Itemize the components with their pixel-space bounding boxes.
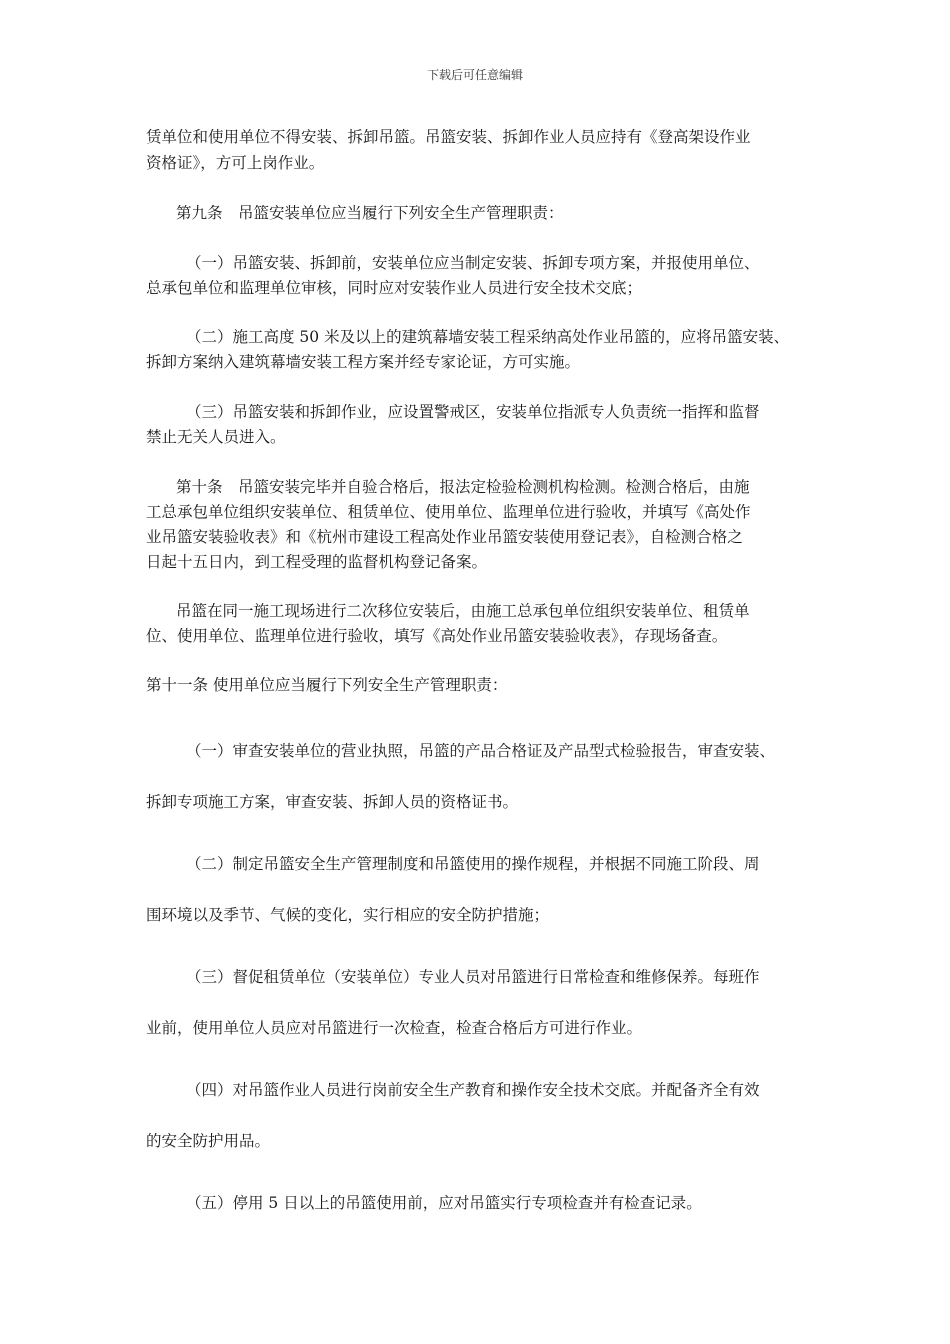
text-line: （四）对吊篮作业人员进行岗前安全生产教育和操作安全技术交底。并配备齐全有效 — [186, 1081, 760, 1099]
page-header: 下载后可任意编辑 — [426, 68, 523, 82]
article-heading: 第十一条 使用单位应当履行下列安全生产管理职责： — [146, 676, 508, 694]
text-line: （五）停用 5 日以上的吊篮使用前，应对吊篮实行专项检查并有检查记录。 — [186, 1194, 702, 1212]
text-line: 日起十五日内，到工程受理的监督机构登记备案。 — [146, 553, 488, 571]
text-line: （三）督促租赁单位（安装单位）专业人员对吊篮进行日常检查和维修保养。每班作 — [186, 968, 760, 986]
article-heading: 第十条 吊篮安装完毕并自验合格后，报法定检验检测机构检测。检测合格后，由施 — [176, 478, 750, 496]
text-line: 拆卸方案纳入建筑幕墙安装工程方案并经专家论证，方可实施。 — [146, 353, 581, 371]
text-line: （一）吊篮安装、拆卸前，安装单位应当制定安装、拆卸专项方案，并报使用单位、 — [186, 254, 760, 272]
text-line: 赁单位和使用单位不得安装、拆卸吊篮。吊篮安装、拆卸作业人员应持有《登高架设作业 — [146, 128, 751, 146]
text-line: 吊篮在同一施工现场进行二次移位安装后，由施工总承包单位组织安装单位、租赁单 — [176, 602, 750, 620]
text-line: （二）制定吊篮安全生产管理制度和吊篮使用的操作规程，并根据不同施工阶段、周 — [186, 855, 760, 873]
text-line: 业吊篮安装验收表》和《杭州市建设工程高处作业吊篮安装使用登记表》，自检测合格之 — [146, 528, 743, 546]
article-heading: 第九条 吊篮安装单位应当履行下列安全生产管理职责： — [176, 204, 564, 222]
text-line: 拆卸专项施工方案，审查安装、拆卸人员的资格证书。 — [146, 793, 519, 811]
text-line: 围环境以及季节、气候的变化，实行相应的安全防护措施； — [146, 906, 550, 924]
text-line: （一）审查安装单位的营业执照，吊篮的产品合格证及产品型式检验报告，审查安装、 — [186, 742, 776, 760]
text-line: 位、使用单位、监理单位进行验收，填写《高处作业吊篮安装验收表》，存现场备查。 — [146, 627, 728, 645]
text-line: （三）吊篮安装和拆卸作业，应设置警戒区，安装单位指派专人负责统一指挥和监督 — [186, 403, 760, 421]
text-line: 工总承包单位组织安装单位、租赁单位、使用单位、监理单位进行验收，并填写《高处作 — [146, 503, 751, 521]
text-line: （二）施工高度 50 米及以上的建筑幕墙安装工程采纳高处作业吊篮的，应将吊篮安装、 — [186, 328, 790, 346]
text-line: 总承包单位和监理单位审核，同时应对安装作业人员进行安全技术交底； — [146, 279, 643, 297]
text-line: 禁止无关人员进入。 — [146, 428, 286, 446]
text-line: 业前，使用单位人员应对吊篮进行一次检查，检查合格后方可进行作业。 — [146, 1019, 643, 1037]
text-line: 资格证》，方可上岗作业。 — [146, 154, 325, 172]
text-line: 的安全防护用品。 — [146, 1132, 271, 1150]
